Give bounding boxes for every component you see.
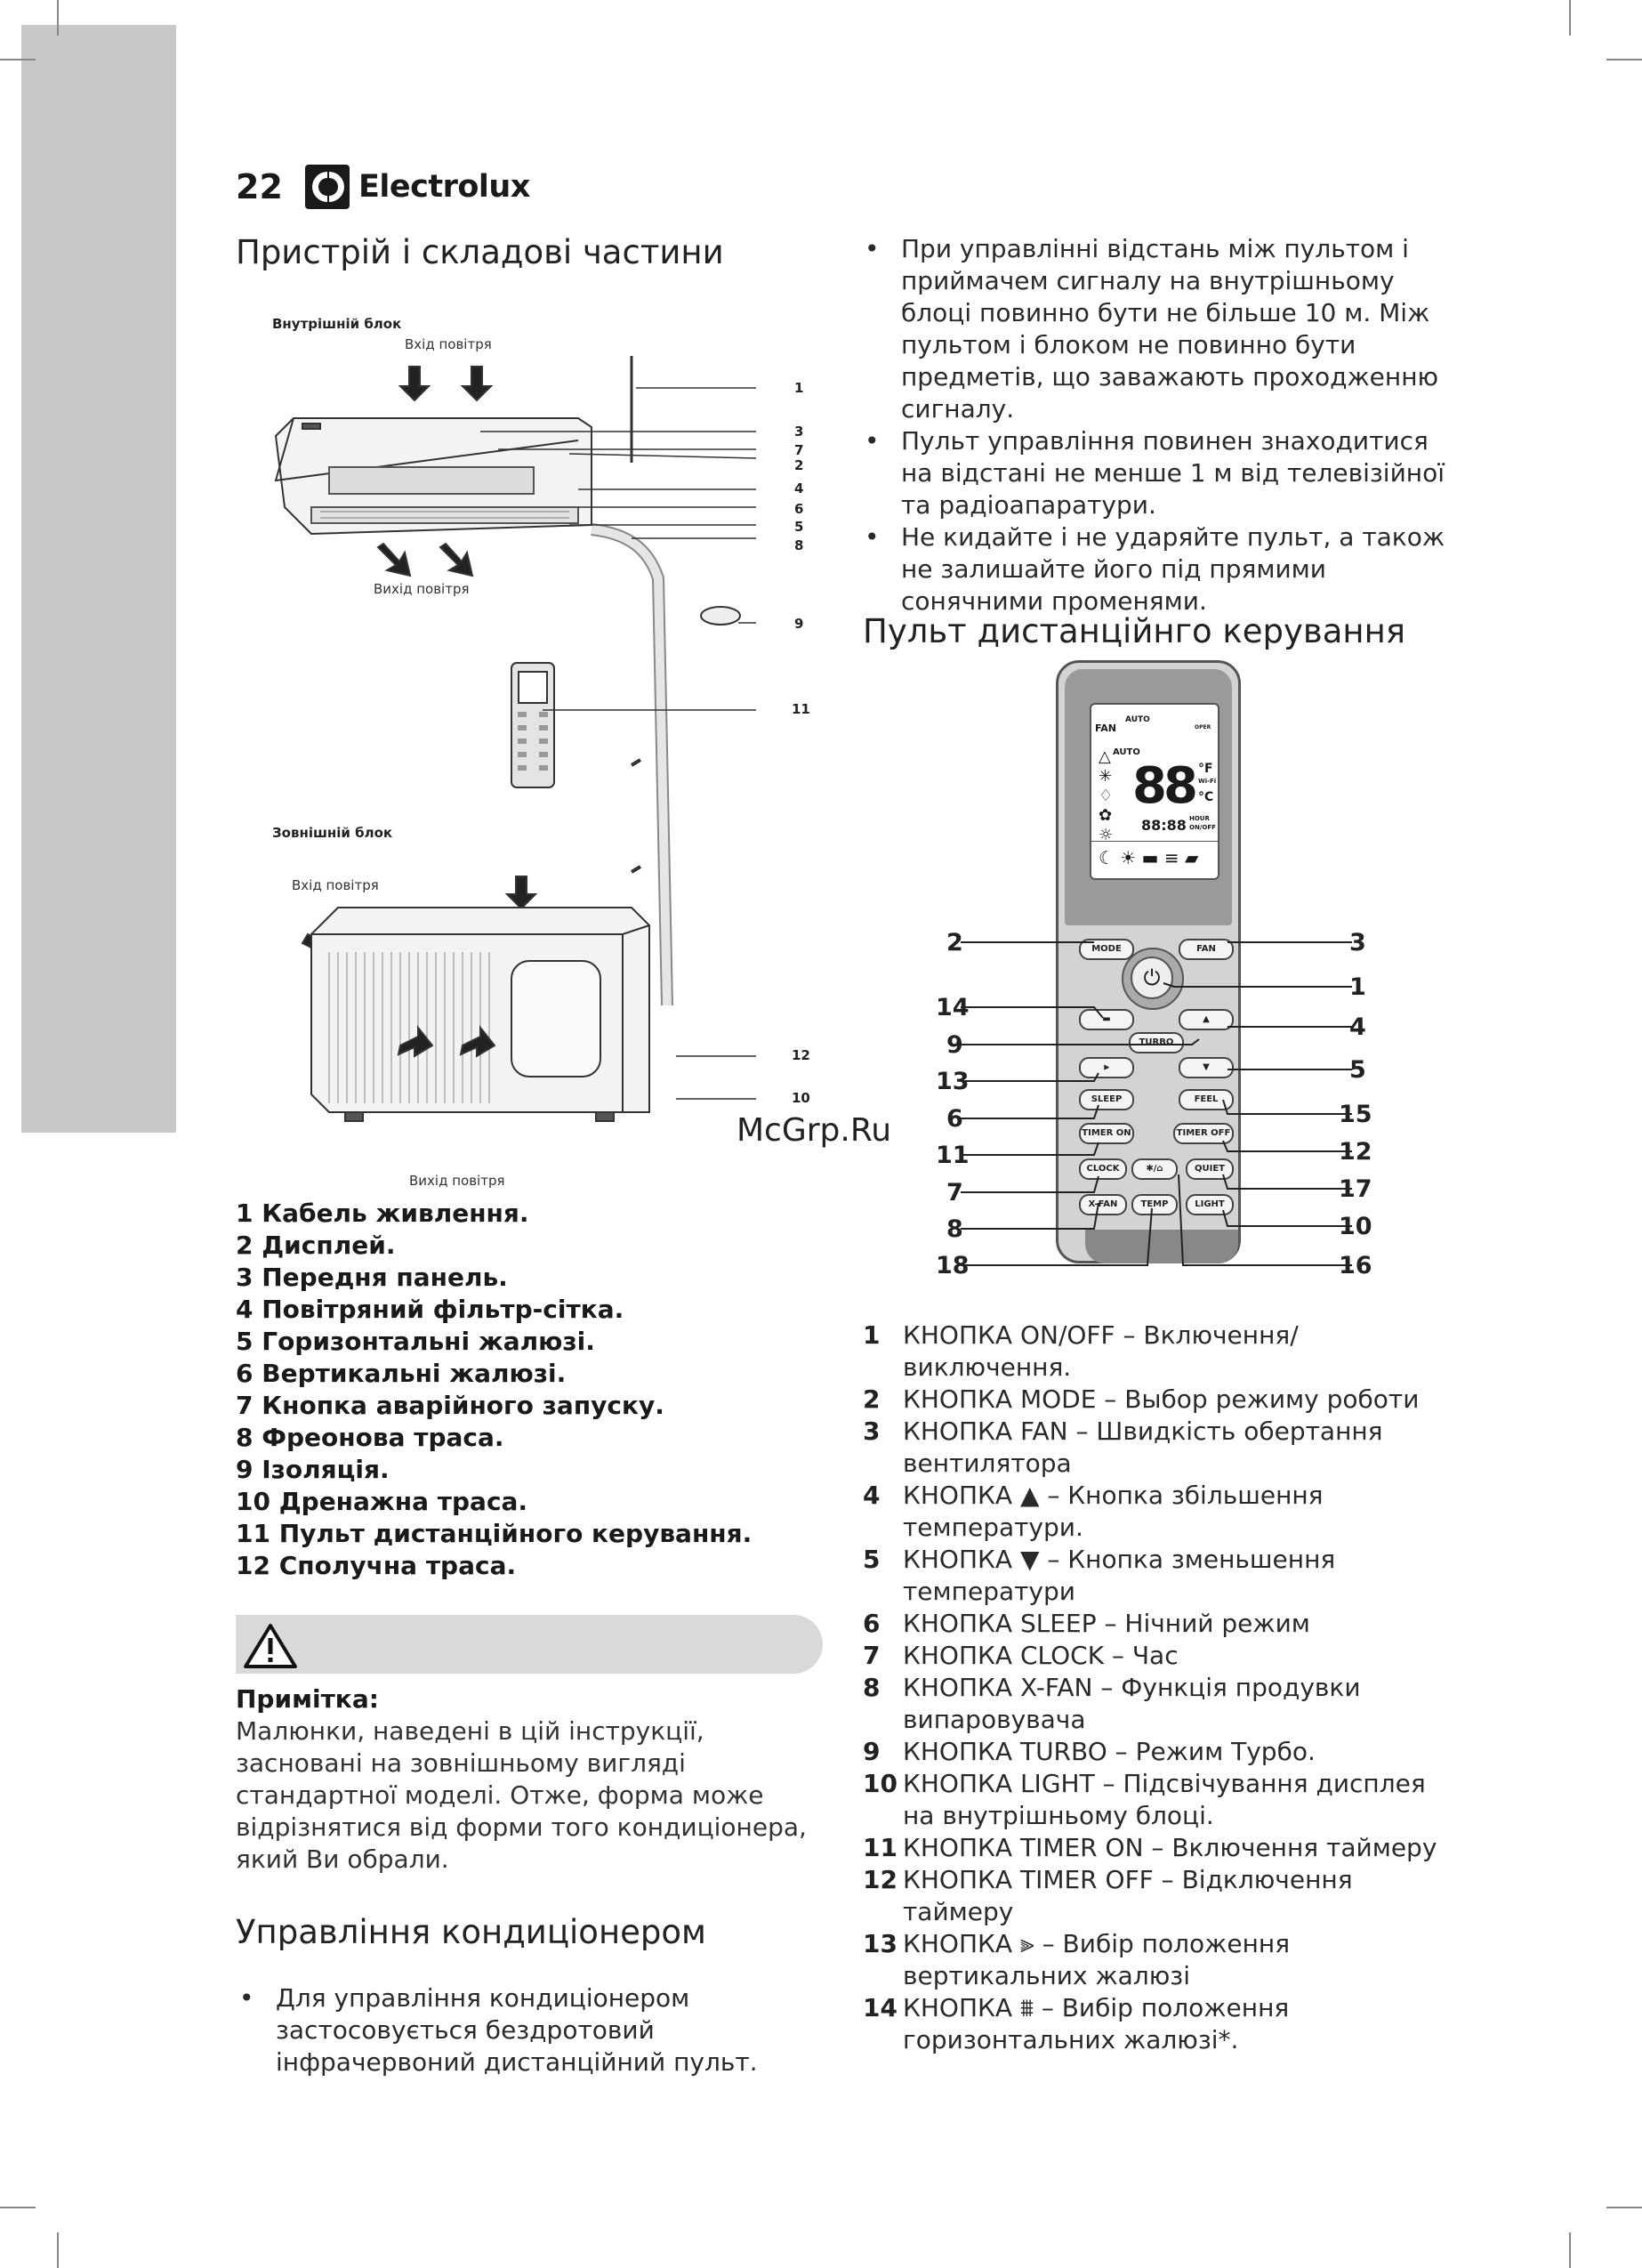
- page-number: 22: [236, 167, 283, 206]
- key-descriptions: [863, 1320, 1450, 2056]
- parts-list-item: 3 Передня панель.: [236, 1263, 508, 1292]
- remote-callout: 14: [936, 994, 970, 1021]
- lcd-hour: HOUR: [1189, 815, 1210, 822]
- key-text: КНОПКА CLOCK – Час: [903, 1641, 1179, 1670]
- crop-mark: [1569, 2232, 1571, 2268]
- key-number: 9: [863, 1737, 881, 1766]
- remote-callout: 12: [1339, 1138, 1372, 1166]
- callout-number: 5: [794, 519, 804, 535]
- key-item: [863, 1544, 1450, 1608]
- key-number: 6: [863, 1609, 881, 1638]
- power-icon[interactable]: ⏻: [1131, 956, 1173, 999]
- remote-callout: 10: [1339, 1213, 1372, 1240]
- xfan-button[interactable]: X-FAN: [1079, 1194, 1127, 1215]
- parts-list-item: 9 Ізоляція.: [236, 1455, 390, 1484]
- remote-callout: 9: [946, 1031, 963, 1059]
- key-text: КНОПКА MODE – Выбор режиму роботи: [903, 1384, 1420, 1414]
- remote-callout: 6: [946, 1105, 963, 1133]
- callout-number: 11: [792, 701, 810, 717]
- timer-on-button[interactable]: TIMER ON: [1079, 1123, 1134, 1144]
- key-number: 13: [863, 1929, 897, 1958]
- lcd-onoff: ON/OFF: [1189, 824, 1216, 831]
- parts-list-item: 11 Пульт дистанційного керування.: [236, 1519, 753, 1548]
- air-in-arrow-icon: [507, 876, 535, 908]
- outdoor-air-out-label: Вихід повітря: [409, 1173, 505, 1189]
- parts-list-item: 10 Дренажна траса.: [236, 1487, 528, 1516]
- section-title-remote: Пульт дистанційнго керування: [863, 612, 1406, 650]
- side-tab: [21, 25, 176, 1133]
- key-item: [863, 1480, 1450, 1544]
- callout-number: 6: [794, 501, 804, 517]
- outdoor-air-in-label: Вхід повітря: [292, 877, 379, 893]
- key-text: КНОПКА TURBO – Режим Турбо.: [903, 1737, 1316, 1766]
- remote-callout: 5: [1349, 1056, 1366, 1084]
- key-text: КНОПКА LIGHT – Підсвічування дисплея на внутрішньому блоці.: [903, 1769, 1426, 1830]
- callout-number: 9: [794, 616, 804, 632]
- remote-callout: 3: [1349, 929, 1366, 956]
- wifi-button[interactable]: ✱/⌂: [1131, 1158, 1178, 1180]
- control-bullets: [236, 1982, 805, 2078]
- usage-bullets: [861, 233, 1448, 617]
- crop-mark: [57, 2232, 59, 2268]
- timer-off-button[interactable]: TIMER OFF: [1173, 1123, 1234, 1144]
- remote-callout: 4: [1349, 1013, 1366, 1041]
- parts-list-item: 12 Сполучна траса.: [236, 1551, 517, 1580]
- sleep-button[interactable]: SLEEP: [1079, 1089, 1134, 1110]
- turbo-button[interactable]: TURBO: [1129, 1032, 1184, 1053]
- key-text: КНОПКА TIMER OFF – Відключення таймеру: [903, 1865, 1353, 1926]
- key-number: 4: [863, 1481, 881, 1510]
- air-in-arrow-icon: [400, 367, 429, 400]
- bullet-item: • Не кидайте і не ударяйте пульт, а також не залишайте його під прямими сонячними променями.: [861, 521, 1448, 617]
- callout-number: 10: [792, 1090, 810, 1106]
- indoor-air-in-label: Вхід повітря: [405, 336, 492, 352]
- parts-list-item: 6 Вертикальні жалюзі.: [236, 1359, 567, 1388]
- remote-callout: 16: [1339, 1252, 1372, 1279]
- lcd-time: 88:88: [1141, 817, 1187, 834]
- remote-callout: 2: [946, 929, 963, 956]
- brand-name: Electrolux: [358, 169, 530, 205]
- key-item: [863, 1928, 1450, 1992]
- key-text: КНОПКА ▼ – Кнопка зменьшення температури: [903, 1545, 1336, 1606]
- remote-callout: 1: [1349, 973, 1366, 1001]
- key-text: КНОПКА X-FAN – Функція продувки випаровувача: [903, 1673, 1361, 1734]
- lcd-unit-f: °F: [1198, 762, 1213, 776]
- crop-mark: [1569, 0, 1571, 36]
- remote-lcd: [1090, 703, 1219, 880]
- callout-number: 3: [794, 424, 804, 440]
- outdoor-unit-title: Зовнішній блок: [272, 825, 393, 841]
- light-button[interactable]: LIGHT: [1186, 1194, 1234, 1215]
- key-item: [863, 1640, 1450, 1672]
- callout-number: 2: [794, 457, 804, 473]
- air-in-arrow-icon: [463, 367, 491, 400]
- key-item: [863, 1384, 1450, 1416]
- swing-horizontal-button[interactable]: ▬: [1079, 1009, 1134, 1030]
- remote-callout: 7: [946, 1179, 963, 1207]
- key-number: 7: [863, 1641, 881, 1670]
- key-text: КНОПКА ⩩ – Вибір положення горизонтальних жалюзі*.: [903, 1993, 1290, 2054]
- key-item: [863, 1736, 1450, 1768]
- key-number: 10: [863, 1769, 897, 1798]
- key-number: 14: [863, 1993, 897, 2022]
- key-number: 11: [863, 1833, 897, 1862]
- lcd-wifi: Wi-Fi: [1198, 778, 1217, 785]
- key-item: [863, 1416, 1450, 1480]
- remote-callout: 8: [946, 1215, 963, 1243]
- indoor-unit-title: Внутрішній блок: [272, 316, 402, 332]
- watermark: McGrp.Ru: [736, 1112, 892, 1149]
- lcd-unit-c: °C: [1198, 790, 1214, 804]
- key-text: КНОПКА ⫸ – Вибір положення вертикальних жалюзі: [903, 1929, 1291, 1990]
- key-text: КНОПКА SLEEP – Нічний режим: [903, 1609, 1310, 1638]
- key-item: [863, 1864, 1450, 1928]
- indoor-air-out-label: Вихід повітря: [374, 581, 470, 597]
- remote-callout: 18: [936, 1252, 970, 1279]
- parts-list-item: 1 Кабель живлення.: [236, 1199, 529, 1228]
- note-text: Малюнки, наведені в цій інструкції, засновані на зовнішньому вигляді стандартної моделі. Отже, форма може відрізнятися від форми того кондиціонера, який Ви обрали.: [236, 1716, 807, 1874]
- key-item: [863, 1608, 1450, 1640]
- callout-number: 4: [794, 480, 804, 496]
- key-text: КНОПКА ON/OFF – Включення/виключення.: [903, 1320, 1299, 1382]
- callout-number: 12: [792, 1047, 810, 1063]
- warning-bar: [236, 1615, 823, 1674]
- air-out-arrow-icon: [440, 544, 472, 576]
- key-number: 5: [863, 1545, 881, 1574]
- bullet-item: • Для управління кондиціонером застосовується бездротовий інфрачервоний дистанційний пульт.: [236, 1982, 805, 2078]
- lcd-fan: FAN: [1095, 722, 1116, 734]
- bullet-item: • При управлінні відстань між пультом і приймачем сигналу на внутрішньому блоці повинно бути не більше 10 м. Між пультом і блоком не повинно бути предметів, що заважають проходженню сигналу.: [861, 233, 1448, 425]
- temp-up-button[interactable]: ▲: [1179, 1009, 1234, 1030]
- key-number: 1: [863, 1320, 881, 1350]
- quiet-button[interactable]: QUIET: [1186, 1158, 1234, 1180]
- remote-callout: 17: [1339, 1175, 1372, 1203]
- clock-button[interactable]: CLOCK: [1079, 1158, 1127, 1180]
- callout-number: 8: [794, 537, 804, 553]
- mode-button[interactable]: MODE: [1079, 939, 1134, 960]
- parts-list-item: 2 Дисплей.: [236, 1231, 396, 1260]
- lcd-mode-icons: △ ✳ ♢ ✿ ☼: [1099, 747, 1114, 844]
- lcd-icons: ☾ ☀ ▬ ≡ ▰: [1099, 847, 1199, 868]
- key-text: КНОПКА FAN – Швидкість обертання вентилятора: [903, 1416, 1383, 1478]
- swing-vertical-button[interactable]: ⫸: [1079, 1057, 1134, 1078]
- crop-mark: [0, 59, 36, 61]
- parts-list-item: 5 Горизонтальні жалюзі.: [236, 1327, 595, 1356]
- remote-leader-lines: [961, 925, 1352, 1281]
- key-number: 8: [863, 1673, 881, 1702]
- remote-callout: 13: [936, 1068, 970, 1095]
- air-out-arrow-icon: [378, 544, 410, 576]
- bullet-item: • Пульт управління повинен знаходитися на відстані не менше 1 м від телевізійної та радіоапаратури.: [861, 425, 1448, 521]
- key-text: КНОПКА TIMER ON – Включення таймеру: [903, 1833, 1437, 1862]
- installation-diagram: [258, 347, 792, 1166]
- section-title-device: Пристрій і складові частини: [236, 233, 724, 271]
- key-number: 12: [863, 1865, 897, 1894]
- lcd-oper: OPER: [1195, 724, 1211, 730]
- parts-list-item: 7 Кнопка аварійного запуску.: [236, 1391, 664, 1420]
- key-item: [863, 1672, 1450, 1736]
- crop-mark: [1606, 59, 1642, 61]
- section-title-control: Управління кондиціонером: [236, 1913, 706, 1951]
- crop-mark: [57, 0, 59, 36]
- remote-callout: 15: [1339, 1101, 1372, 1128]
- warning-triangle-icon: [242, 1622, 299, 1670]
- feel-button[interactable]: FEEL: [1179, 1089, 1234, 1110]
- callout-number: 7: [794, 442, 804, 458]
- parts-list: [236, 1198, 805, 1582]
- electrolux-logo-icon: [304, 164, 350, 210]
- key-number: 2: [863, 1384, 881, 1414]
- crop-mark: [1606, 2207, 1642, 2208]
- key-text: КНОПКА ▲ – Кнопка збільшення температури.: [903, 1481, 1324, 1542]
- key-item: [863, 1832, 1450, 1864]
- lcd-temperature: 88: [1132, 757, 1195, 815]
- lcd-auto-mode: AUTO: [1113, 747, 1140, 757]
- key-item: [863, 1992, 1450, 2056]
- note-title: Примітка:: [236, 1684, 379, 1714]
- parts-list-item: 4 Повітряний фільтр-сітка.: [236, 1295, 624, 1324]
- temp-button[interactable]: TEMP: [1131, 1194, 1178, 1215]
- remote-callout: 11: [936, 1142, 970, 1169]
- temp-down-button[interactable]: ▼: [1179, 1057, 1234, 1078]
- fan-button[interactable]: FAN: [1179, 939, 1234, 960]
- crop-mark: [0, 2207, 36, 2208]
- lcd-auto: AUTO: [1125, 715, 1150, 724]
- key-item: [863, 1768, 1450, 1832]
- parts-list-item: 8 Фреонова траса.: [236, 1423, 504, 1452]
- key-number: 3: [863, 1416, 881, 1446]
- key-item: [863, 1320, 1450, 1384]
- callout-number: 1: [794, 380, 804, 396]
